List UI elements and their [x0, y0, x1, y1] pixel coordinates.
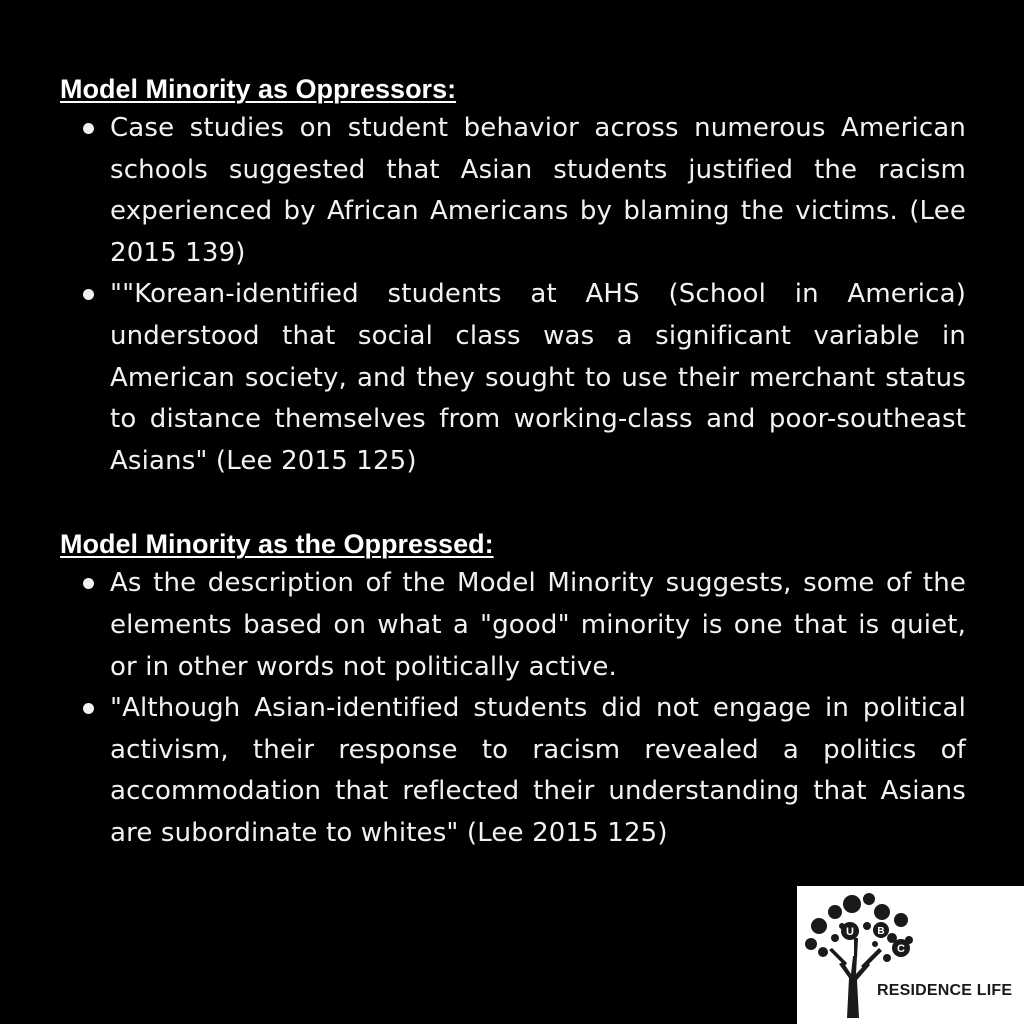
bullet-list-oppressors — [60, 108, 966, 482]
bullet-dot-icon — [83, 123, 94, 134]
bullet-dot-icon — [83, 289, 94, 300]
bullet-text: As the description of the Model Minority suggests, some of the elements based on what a "good" minority is one that is quiet, or in other words not politically active. — [110, 568, 966, 682]
bullet-item — [60, 108, 966, 274]
logo-letter-u: U — [846, 926, 854, 938]
bullet-text: "Although Asian-identified students did not engage in political activism, their response to racism revealed a politics of accommodation that reflected their understanding that Asians are subordinate to whites" (Lee 2015 125) — [110, 693, 966, 848]
document-body — [60, 70, 966, 855]
bullet-item — [60, 563, 966, 688]
bullet-text: ""Korean-identified students at AHS (School in America) understood that social class was a significant variable in American society, and they sought to use their merchant status to distance themselves from working-class and poor-southeast Asians" (Lee 2015 125) — [110, 279, 966, 476]
bullet-text: Case studies on student behavior across numerous American schools suggested that Asian students justified the racism experienced by African Americans by blaming the victims. (Lee 2015 139) — [110, 113, 966, 268]
bullet-item — [60, 688, 966, 854]
bullet-item — [60, 274, 966, 482]
bullet-list-oppressed — [60, 563, 966, 854]
tree-logo-icon — [797, 886, 1024, 1024]
section-heading-oppressors: Model Minority as Oppressors: — [60, 74, 457, 104]
bullet-dot-icon — [83, 703, 94, 714]
logo-label: RESIDENCE LIFE — [877, 982, 1013, 999]
logo-letter-c: C — [897, 943, 905, 955]
section-heading-oppressed: Model Minority as the Oppressed: — [60, 529, 494, 560]
logo-letter-b: B — [877, 926, 885, 937]
bullet-dot-icon — [83, 578, 94, 589]
ubc-residence-life-logo — [797, 886, 1024, 1024]
